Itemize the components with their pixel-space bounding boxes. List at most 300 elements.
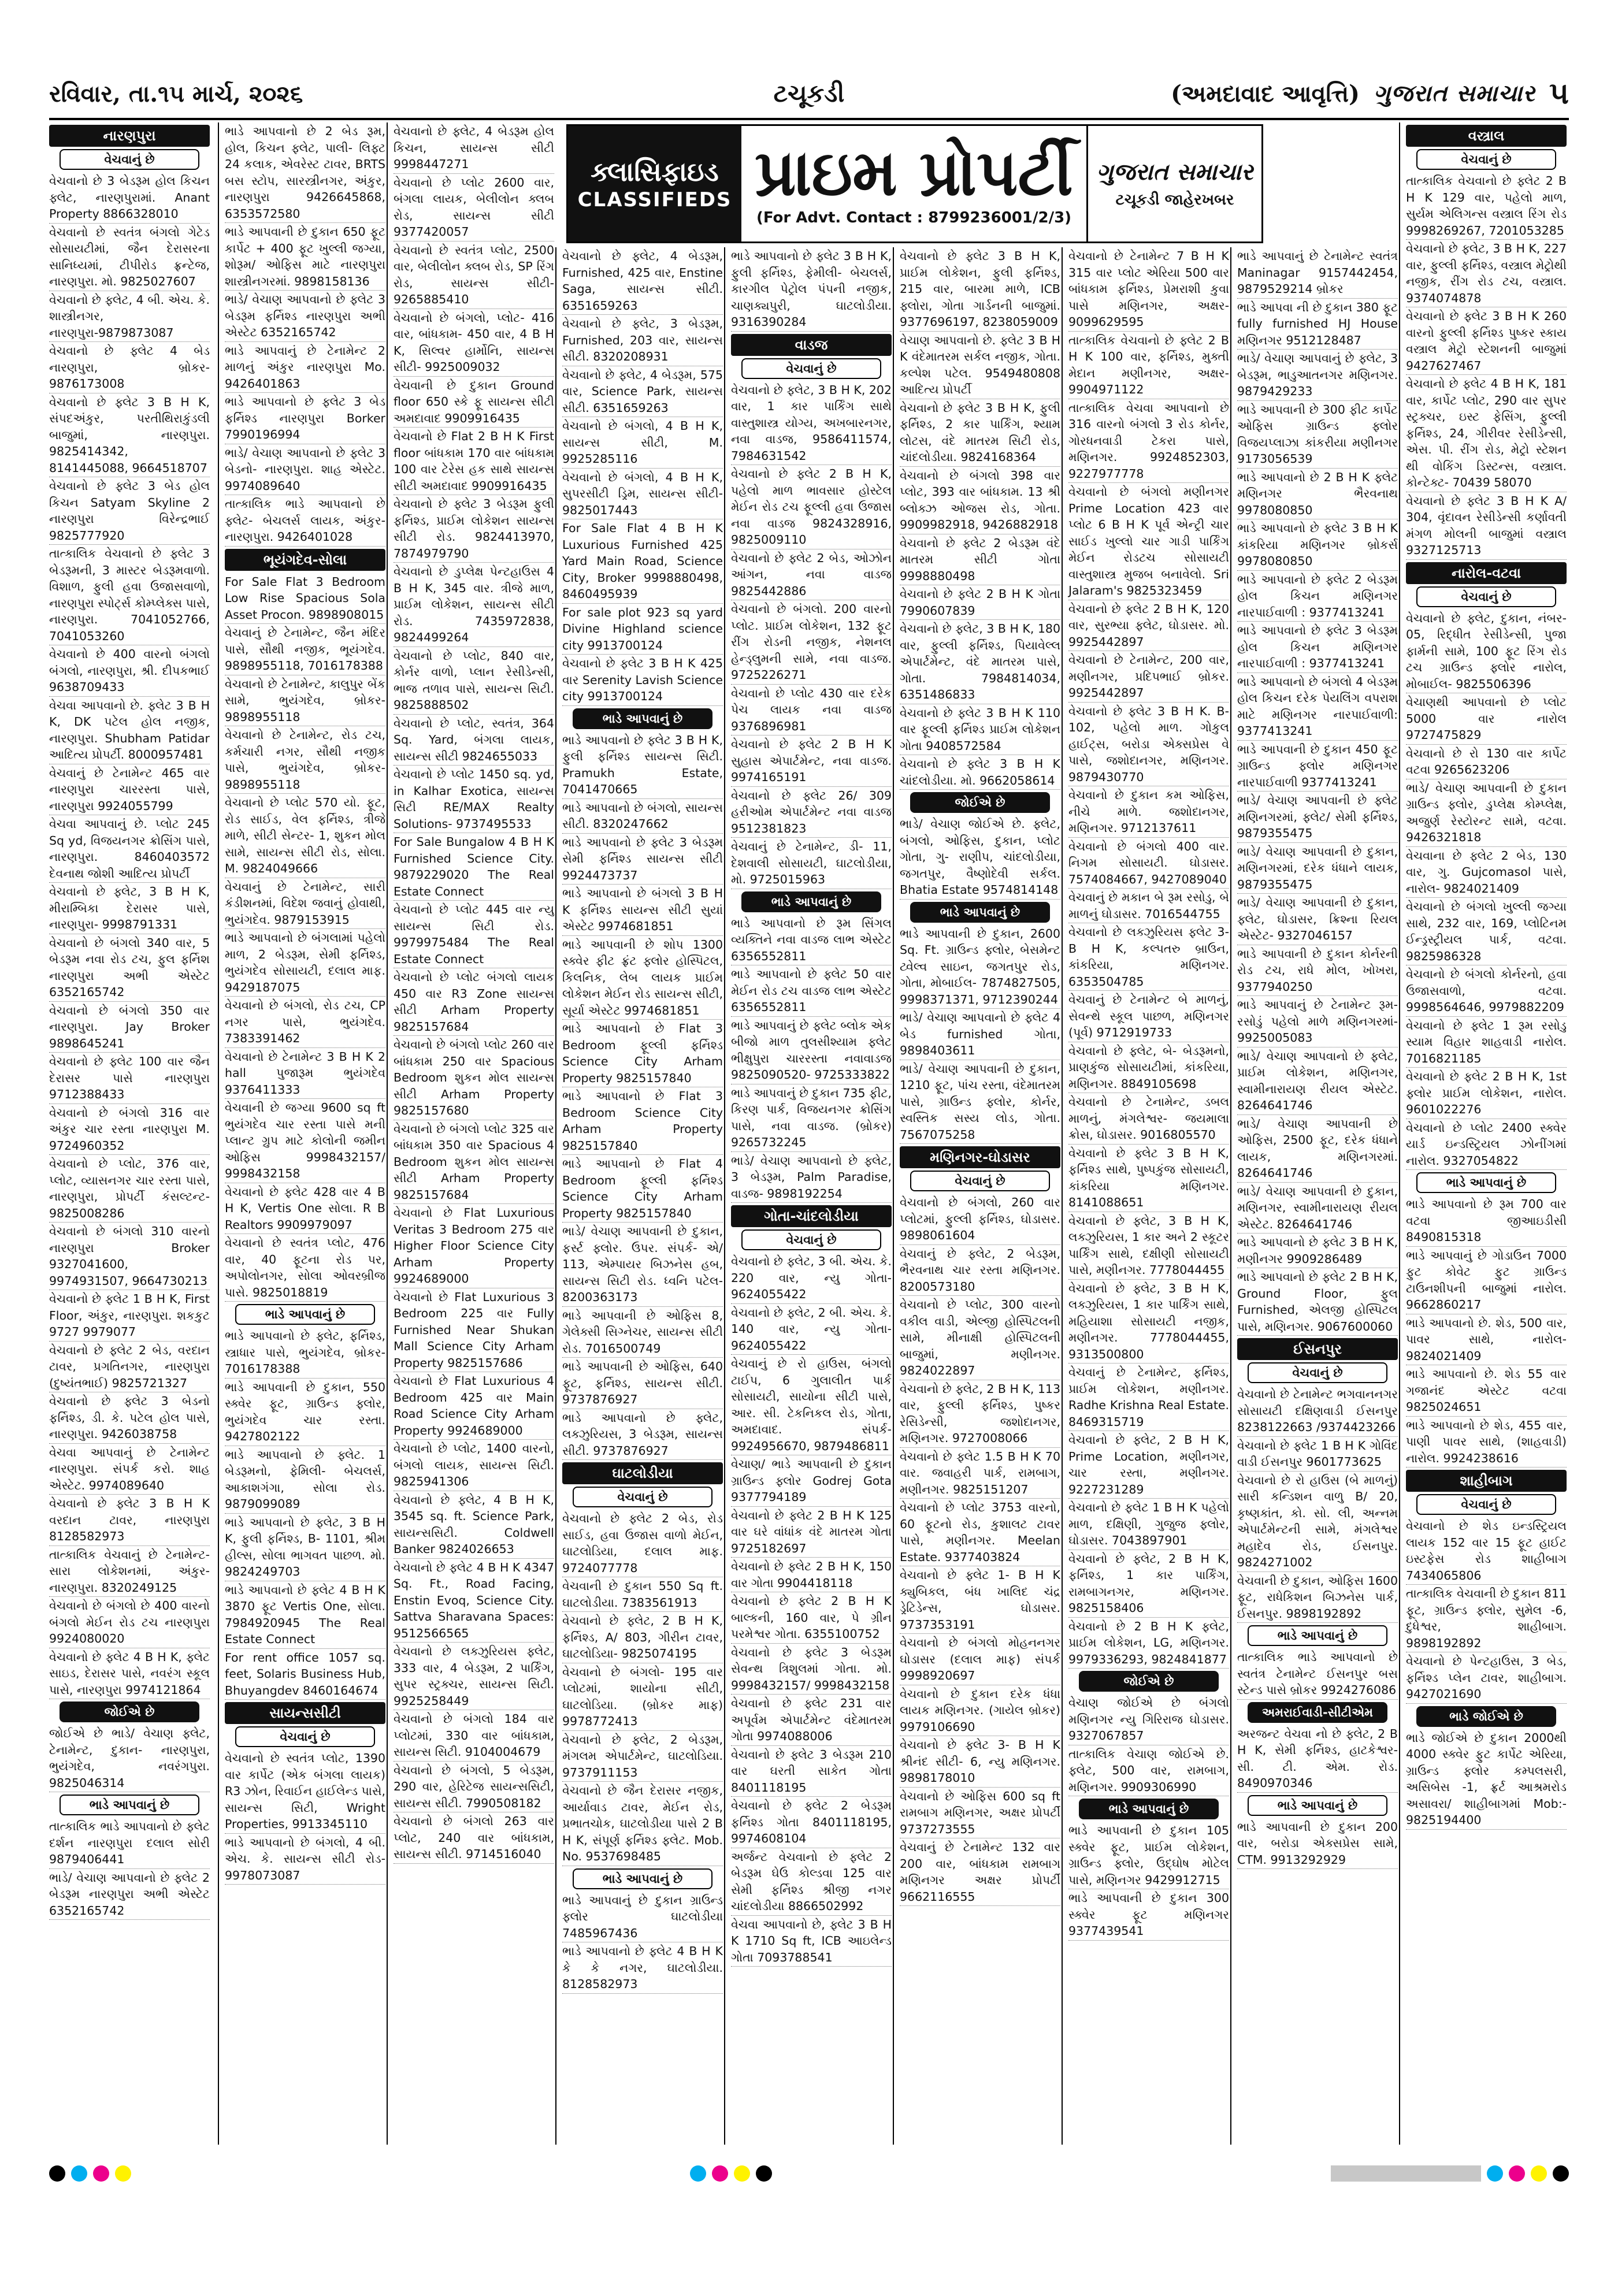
classified-ad: ભાડે/ વેચાણ આપવાની છે ઓફિસ, 2500 ફૂટ, દરેક ધંધાને લાયક, મણિનગરમાં. 8264641746 <box>1237 1115 1398 1183</box>
banner-subtitle: ટચૂકડી જાહેરખબર <box>1115 191 1234 209</box>
classified-ad: ભાડે આપવાનો છે ફ્લેટ, લક્ઝુરિયસ, 3 બેડરૂમ, સાયન્સ સીટી. 9737876927 <box>562 1409 723 1461</box>
classified-ad: વેચવાનો છે ફ્લેટ 4 B H K, ફ્લેટ સાઇડ, દેરાસર પાસે, નવરંગ સ્કૂલ પાસે, નારણપુરા 9974121864 <box>49 1648 210 1700</box>
classified-ad: વેચવાનો છે બંગલો છે 400 વારનો બંગલો મેઈન રોડ ટચ નારણપુરા 9924080020 <box>49 1597 210 1648</box>
classified-ad: વેચવાનો છે ફ્લેટ 3 B H K ચાંદલોડીયા. મો. 9662058614 <box>900 755 1060 790</box>
classified-ad: વેચવાનો છે ફ્લેટ 2 B H K બાલ્કની, 160 વાર, પે ગ્રીન પરમેશ્વર ગોતા. 6355100752 <box>731 1592 892 1644</box>
classified-ad: ભાડે આપવાનો છે બંગલો, સાયન્સ સીટી. 8320247662 <box>562 799 723 834</box>
classified-ad: ભાડે/ વેચાણ આપવાની છે ફ્લેટ મણિનગરમાં, ફ્લેટ/ સેમી ફર્નિશ્ડ, 9879355475 <box>1237 792 1398 843</box>
classified-ad: ભાડે/ વેચાણ આપવાની છે દુકાન, ફ્લેટ, ઘોડાસર, ક્રિશ્ના રિયલ એસ્ટેટ- 9327046157 <box>1237 894 1398 945</box>
classified-ad: વેચવાનો છે બંગલો પ્લોટ 260 વાર બાંધકામ 250 વાર Spacious Bedroom શુકન મોલ સાયન્સ સીટી Arham Property 9825157680 <box>394 1036 554 1120</box>
locality-heading: ગોતા-ચાંદલોડીયા <box>731 1205 892 1227</box>
classified-ad: ભાડે આપવાનું છે ફ્લેટ બ્લોક એક બીજો માળ તુલસીશ્યામ ફ્લેટ ભીક્ષુપુરા ચારરસ્તા નવાવાડજ 9825090520- 9725333822 <box>731 1017 892 1084</box>
classified-column-9 <box>1399 122 1567 2145</box>
classified-ad: વેચવાનો છે ફ્લેટ, 2 બી. એચ. કે. 140 વાર, ન્યુ ગોતા- 9624055422 <box>731 1304 892 1355</box>
classified-ad: વેચવાનો છે ફ્લેટ 3 B H K 110 વાર ફૂલ્લી ફર્નિશ્ડ પ્રાઈમ લોકેશન ગોતા 9408572584 <box>900 704 1060 756</box>
classified-ad: વેચવાનો છે ફ્લેટ, 3 બેડરૂમ, Furnished, 203 વાર, સાયન્સ સીટી. 8320208931 <box>562 315 723 366</box>
classified-ad: વેચવાનું છે ટેનામેન્ટ, જૈન મંદિર પાસે, સૌથી નજીક, ભૂયંગદેવ. 9898955118, 7016178388 <box>225 624 385 675</box>
classified-ad: વેચવાનો છે પ્લોટ 570 યો. ફૂટ, રોડ સાઈડ, વેલ ફર્નિશ્ડ, ત્રીજે માળે, સીટી સેન્ટર- 1, શુકન મોલ સામે, સાયન્સ સીટી રોડ, સોલા. M. 9824049666 <box>225 794 385 878</box>
classified-ad: વેચવાનો છે બંગલો, રોડ ટચ, CP નગર પાસે, ભુયંગદેવ. 7383391462 <box>225 997 385 1048</box>
classified-ad: વેચવાનો છે બંગલો કોર્નરનો, હવા ઉજાસવાળો, વટવા. 9998564646, 9979882209 <box>1406 965 1567 1017</box>
edition-label: (અમદાવાદ આવૃત્તિ) <box>1171 80 1360 107</box>
category-heading: વેચવાનું છે <box>235 1726 375 1747</box>
classified-ad: વેચવાનો છે પ્લોટ, 376 વાર, પ્લોટ, વ્યાસનગર ચાર રસ્તા પાસે, નારણપુરા, પ્રોપર્ટી કંસલ્ટન્ટ- 9825008286 <box>49 1155 210 1223</box>
banner-brand <box>1086 126 1261 242</box>
classified-ad: વેચવાનો છે ફ્લેટ 2 બેડરૂમ વંદે માતરમ સીટી ગોતા 9998880498 <box>900 534 1060 586</box>
classified-ad: વેચવાનું છે ટેનામેન્ટ 465 વાર નારણપુરા ચારરસ્તા પાસે, નારણપુરા 9924055799 <box>49 764 210 816</box>
classified-ad: વેચવાનો છે ફ્લેટ 26/ 309 હરીઓમ એપાર્ટમેન્ટ નવા વાડજ 9512381823 <box>731 787 892 838</box>
classified-ad: વેચવાનો છે ફ્લેટ 3 B H K, સંપદઅંકુર, પરતીથિરાકુંડલી બાજુમાં, નારણપુરા. 9825414342, 8141445088, 9664518707 <box>49 393 210 478</box>
category-heading: વેચવાનું છે <box>573 1487 712 1507</box>
classified-ad: વેચવાનું છે ટેનામેન્ટ, ફર્નિશ્ડ, પ્રાઈમ લોકેશન, મણીનગર. Radhe Krishna Real Estate. 8469315719 <box>1068 1364 1229 1431</box>
category-heading: વેચવાનું છે <box>60 149 199 170</box>
masthead-right <box>1171 76 1569 112</box>
page-number: ૫ <box>1549 76 1569 111</box>
locality-heading: સાયન્સસીટી <box>225 1702 385 1724</box>
classified-ad: વેચવાનો છે ફ્લેટ 1 B H K પહેલો માળ, દક્ષિણી, ગુજુજ ફ્લોર, ઘોડાસર. 7043897901 <box>1068 1499 1229 1550</box>
classified-ad: ભાડે આપવાનો છે ફ્લેટ, 3 B H K, ફુલી ફર્નિશ્ડ, B- 1101, શ્રીમ હીલ્સ, સોલા ભાગવત પાછળ. મો. 9824249703 <box>225 1514 385 1581</box>
classified-ad: ભાડે આપવાની છે દુકાન, 550 સ્ક્વેર ફૂટ, ગ્રાઉન્ડ ફ્લોર, ભુયંગદેવ ચાર રસ્તા. 9427802122 <box>225 1379 385 1446</box>
registration-dot <box>1553 2165 1569 2182</box>
classified-ad: વેચવાનો છે બંગલો 340 વાર, 5 બેડરૂમ નવા રોડ ટચ, ફુલ ફર્નિશ નારણપુરા અભી એસ્ટેટ 6352165742 <box>49 934 210 1002</box>
classified-ad: વેચવાનો છે 3 બેડરૂમ હોલ કિચન ફ્લેટ, નારણપુરામાં. Anant Property 8866328010 <box>49 172 210 224</box>
banner-title: પ્રાઇમ પ્રોપર્ટી <box>755 135 1073 210</box>
classified-ad: ભાડે આપવાનો છે ફ્લેટ 4 B H K 3870 ફૂટ Vertis One, સોલા. 7984920945 The Real Estate Connect <box>225 1581 385 1649</box>
classified-ad: વેચવાનો છે ફ્લેટ, 2 B H K, 113 વાર, ફુલ્લી ફર્નિશ્ડ, પુષ્કર રેસિડેન્સી, જશોદાનગર, મણિનગર. 9727008066 <box>900 1380 1060 1448</box>
classified-ad: વેચવાનો છે બંગલો મોહનનગર ઘોડાસર (દલાલ માફ) સંપર્ક 9998920697 <box>900 1634 1060 1685</box>
registration-bar <box>1331 2165 1481 2182</box>
classified-ad: વેચવાનો છે ડુપ્લેક્ષ પેન્ટહાઉસ 4 B H K, 345 વાર. ત્રીજે માળ, પ્રાઈમ લોકેશન, સાયન્સ સીટી રોડ. 7435972838, 9824499264 <box>394 563 554 647</box>
classified-ad: અર્જન્ટ વેચવાનો છે ફ્લેટ 2 બેડરૂમ ઘેઉ કોલ્ડવા 125 વાર સેમી ફર્નિશ્ડ શ્રીજી નગર ચાંદલોડીયા 8866502992 <box>731 1848 892 1916</box>
classified-ad: વેચવાનો છે ફ્લેટ 3 બેડ હોલ કિચન Satyam Skyline 2 નારણપુરા વિરેન્દ્રભાઈ 9825777920 <box>49 477 210 545</box>
registration-dot <box>1531 2165 1547 2182</box>
locality-heading: મણિનગર-ઘોડાસર <box>900 1146 1060 1168</box>
classified-ad: વેચવાનો છે ફ્લેટ 2 B H K, 150 વાર ગોતા 9904418118 <box>731 1558 892 1592</box>
classified-ad: વેચવાનો છે ફ્લેટ 3 B H K, પ્રાઈમ લોકેશન, ફુલી ફર્નિશ્ડ, 215 વાર, બારમા માળે, ICB ફ્લોરા, ગોતા ગાર્ડનની બાજુમાં. 9377696197, 8238059009 <box>900 247 1060 332</box>
banner-contact: (For Advt. Contact : 8799236001/2/3) <box>756 209 1072 226</box>
registration-dots-center <box>690 2165 772 2182</box>
classified-ad: ભાડે આપવાની છે દુકાન 650 ફૂટ કાર્પેટ + 400 ફૂટ ખુલ્લી જગ્યા, શોરૂમ/ ઓફિસ માટે નારણપુરા શાસ્ત્રીનગરમાં. 9898158136 <box>225 223 385 291</box>
classified-ad: ભાડે આપવાનો છે ફ્લેટ 3 બેડરૂમ સેમી ફર્નિશ્ડ સાયન્સ સીટી 9924473737 <box>562 834 723 885</box>
classified-ad: ભાડે આપવાની છે દુકાન, 2600 Sq. Ft. ગ્રાઉન્ડ ફ્લોર, બેસમેન્ટ ટ્વેલ્વ સાઇન, જગતપુર રોડ, ગોતા, મોબાઈલ- 7874827505, 9998371371, 9712390244 <box>900 925 1060 1009</box>
classified-ad: વેચવાનો છે પ્લોટ, 840 વાર, કોર્નર વાળો, પ્લાન રેસીડેન્સી, ભાજ તળાવ પાસે, સાયન્સ સિટી. 9825888502 <box>394 647 554 715</box>
classified-ad: વેચવાનો છે ફ્લેટ 2 B H K સુહાસ એપાર્ટમેન્ટ, નવા વાડજ. 9974165191 <box>731 735 892 787</box>
classified-ad: વેચવાનો છે બંગલો, પ્લોટ- 416 વાર, બાંધકામ- 450 વાર, 4 B H K, સિલ્વર હાર્મોનિ, સાયન્સ સીટી- 9925009032 <box>394 309 554 377</box>
category-heading: અમરાઈવાડી-સીટીએમ <box>1248 1702 1387 1723</box>
classified-ad: વેચાણથી આપવાનો છે પ્લોટ 5000 વાર નારોલ 9727475829 <box>1406 693 1567 745</box>
registration-dot <box>93 2165 109 2182</box>
registration-dot <box>734 2165 750 2182</box>
locality-heading: વસ્ત્રાલ <box>1406 125 1567 147</box>
classified-ad: ભાડે/ વેચાણ આપવાનું છે ફ્લેટ, 3 બેડરૂમ, ભાડુઆતનગર મણિનગર. 9879429233 <box>1237 350 1398 401</box>
classified-ad: વેચવાનો છે ફ્લેટ, 3 B H K, 180 વાર, ફુલ્લી ફર્નિશ્ડ, પિયાવેલ્લ એપાર્ટમેન્ટ, વંદે માતરમ પાસે, ગોતા. 7984814034, 6351486833 <box>900 620 1060 704</box>
classified-column-2 <box>218 122 385 2145</box>
classified-ad: વેચવા આપવાનો છે. ફ્લેટ 3 B H K, DK પટેલ હોલ નજીક, નારણપુરા. Shubham Patidar આદિત્ય પ્રોપર્ટી. 8000957481 <box>49 697 210 764</box>
classified-ad: વેચવાનો છે ઓફિસ 600 sq ft રામબાગ મણિનગર, અક્ષર પ્રોપર્ટી 9737273555 <box>900 1788 1060 1839</box>
classified-ad: ભાડે/ વેચાણ આપવાનો છે ફ્લેટ, 3 બેડરૂમ, Palm Paradise, વાડજ- 9898192254 <box>731 1152 892 1203</box>
classified-ad: વેચવાનો છે પ્લોટ 1450 sq. yd, in Kalhar Exotica, સાયન્સ સિટી RE/MAX Realty Solutions- 9737495533 <box>394 766 554 833</box>
page-header <box>49 69 1569 120</box>
registration-dot <box>71 2165 87 2182</box>
classified-ad: વેચવાનો છે ફ્લેટ 1 B H K, First Floor, અંકુર, નારણપુરા. શકકુટ 9727 9979077 <box>49 1290 210 1342</box>
classified-ad: ભાડે આપવાનો છે ફ્લેટ 3 B H K, ફુલી ફર્નિશ્ડ, ફેમીલી- બેચલર્સ, કારગીલ પેટ્રોલ પંપની નજીક, ચાણક્યપુરી, ઘાટલોડીયા. 9316390284 <box>731 247 892 332</box>
classified-ad: વેચવાનો છે ફ્લેટ 4 B H K 4347 Sq. Ft., Road Facing, Enstin Evoq, Science City. Sattva Sharavana Spaces: 9512566565 <box>394 1559 554 1643</box>
classified-ad: તાત્કાલિક વેચવાનો છે ફ્લેટ 2 B H K 100 વાર, ફર્નિશ્ડ, મુક્તી મેદાન મણીનગર, અક્ષર- 9904971122 <box>1068 332 1229 399</box>
classified-ad: ભાડે આપવાનો છે બંગલો 3 B H K ફર્નિશ્ડ સાયન્સ સીટી સુયાં એસ્ટેટ 9974681851 <box>562 885 723 936</box>
classified-ad: વેચવાનો છે ફ્લેટ, 2 B H K, Prime Location, મણીનગર, ચાર રસ્તા, મણીનગર. 9227231289 <box>1068 1431 1229 1499</box>
classified-ad: વેચવાનો છે દુકાન કમ ઓફિસ, નીચે માળે. જશોદાનગર, મણિનગર. 9712137611 <box>1068 786 1229 838</box>
classified-ad: ભાડે આપવાની છે દુકાન 200 વાર, બરોડા એક્સપ્રેસ સામે, CTM. 9913292929 <box>1237 1818 1398 1870</box>
classified-ad: ભાડે આપવાનો છે. શેડ 55 વાર ગજાનંદ એસ્ટેટ વટવા 9825024651 <box>1406 1365 1567 1417</box>
classified-ad: વેચવાનો છે ફ્લેટ 2 બેડ, રોડ સાઈડ, હવા ઉજાસ વાળો મેઈન, ઘાટલોડિયા, દલાલ માફ. 9724077778 <box>562 1510 723 1577</box>
classified-ad: ભાડે આપવાનો છે Flat 3 Bedroom ફૂલ્લી ફર્નિશ્ડ Science City Arham Property 9825157840 <box>562 1020 723 1087</box>
classified-ad: વેચવાનો છે ફ્લેટ 3 બેડનો ફર્નિશ્ડ, ડી. કે. પટેલ હોલ પાસે, નારણપુરા. 9426038758 <box>49 1392 210 1444</box>
classified-ad: વેચવાના છે ફ્લેટ 2 બેડ, 130 વાર, ગુ. Gujcomasol પાસે, નારોલ- 9824021409 <box>1406 847 1567 898</box>
classified-ad: વેચવાનો છે ફ્લેટ 3- B H K શ્રીનંદ સીટી- 6, ન્યુ મણિનગર. 9898178010 <box>900 1736 1060 1788</box>
classified-ad: ભાડે આપવાનો છે ફ્લેટ, ફર્નિશ્ડ, સ્ત્રાધાર પાસે, ભુયંગદેવ, બ્રોકર- 7016178388 <box>225 1327 385 1379</box>
classified-ad: ભાડે આપવાનું છે ટેનામેન્ટ રૂમ- રસોડું પહેલો માળે મણિનગરમાં- 9925005083 <box>1237 996 1398 1047</box>
locality-heading: ઈસનપુર <box>1237 1338 1398 1360</box>
classified-ad: વેચવાનો છે ફ્લેટ, 2 B H K, ફર્નિશ્ડ, 1 કાર પાર્કિંગ, રામબાગનગર, મણિનગર. 9825158406 <box>1068 1550 1229 1618</box>
classified-ad: વેચવાનો છે ટેનામેન્ટ, 200 વાર, મણીનગર, પ્રદિપભાઈ બ્રોકર. 9925442897 <box>1068 651 1229 703</box>
classified-ad: For rent office 1057 sq. feet, Solaris Business Hub, Bhuyangdev 8460164674 <box>225 1649 385 1700</box>
classified-ad: વેચવાનો છે ફ્લેટ, 3 B H K, 202 વાર, 1 કાર પાર્કિંગ સાથે વાસ્તુશાસ્ત્ર યોગ્ય, અખબારનગર, નવા વાડજ, 9586411574, 7984631542 <box>731 381 892 466</box>
classified-ad: વેચવાનો છે બંગલો પ્લોટ 325 વાર બાંધકામ 350 વાર Spacious 4 Bedroom શુકન મોલ સાયન્સ સીટી Arham Property 9825157684 <box>394 1120 554 1205</box>
classified-ad: વેચવાનો છે 400 વારનો બંગલો બંગલો, નારણપુરા, શ્રી. દીપકભાઈ 9638709433 <box>49 645 210 697</box>
classified-ad: વેચવાનો છે ટેનામેન્ટ, કાલુપુર બેંક સામે, ભુયંગદેવ, બ્રોકર- 9898955118 <box>225 675 385 727</box>
category-heading: ભાડે આપવાનું છે <box>1079 1799 1219 1819</box>
classified-ad: વેચવાનું છે રો હાઉસ, બંગલો ટાઈપ, 6 ગુલાલીત પાર્ક સોસાયટી, સાયોના સીટી પાસે, આર. સી. ટેકનિકલ રોડ, ગોતા, અમદાવાદ. સંપર્ક- 9924956670, 9879486811 <box>731 1355 892 1455</box>
classified-ad: ભાડે/ વેચાણ આપવાનો છે ફ્લેટ 3 બેડનો- નારણપુરા. શાહ એસ્ટેટ. 9974089640 <box>225 444 385 496</box>
classified-ad: વેચવાનો છે પ્લોટ 2400 સ્ક્વેર યાર્ડ ઇન્ડસ્ટ્રિયલ ઝોનીંગમાં નારોલ. 9327054822 <box>1406 1119 1567 1171</box>
brand-name: ગુજરાત સમાચાર <box>1373 80 1535 107</box>
classified-ad: વેચવાનો છે ટેનામેન્ટ 3 B H K 2 hall પુજારૂમ ભુયંગદેવ 9376411333 <box>225 1048 385 1099</box>
classified-ad: વેચવાનો છે ફ્લેટ, 3 B H K, 227 વાર, ફુલ્લી ફર્નિશ્ડ, વસ્ત્રાલ મેટ્રોથી નજીક, રીંગ રોડ ટચ, વસ્ત્રાલ. 9374074878 <box>1406 240 1567 307</box>
classified-ad: વેચવાનો છે ફ્લેટ 1- B H K ક્યુબિકલ, બંધ ખાલિદ ચંદ્ર ડ્રેટિડેન્સ, ઘોડાસર. 9737353191 <box>900 1566 1060 1634</box>
classified-ad: ભાડે આપવાની છે ઓફિસ, 640 ફૂટ, ફર્નિશ્ડ, સાયન્સ સીટી. 9737876927 <box>562 1358 723 1409</box>
classifieds-badge <box>568 126 741 242</box>
banner-brand-name: ગુજરાત સમાચાર <box>1096 158 1253 185</box>
classified-ad: વેચવાનો છે બંગલો ખુલ્લી જગ્યા સાથે, 232 વાર, 169, પ્લોટિનમ ઈન્ડ્રસ્ટ્રીયલ પાર્ક, વટવા. 9825986328 <box>1406 898 1567 965</box>
category-heading: ભાડે આપવાનું છે <box>60 1795 199 1815</box>
classified-ad: ભાડે આપવાનો છે બંગલો, 4 બી. એચ. કે. સાયન્સ સીટી રોડ- 9978073087 <box>225 1834 385 1885</box>
classified-ad: વેચવાનો છે ટેનામેન્ટ, ડબલ માળનું, મંગલેશ્વર- જયમાલા ક્રોસ, ઘોડાસર. 9016805570 <box>1068 1093 1229 1145</box>
classified-ad: વેચવાનો છે Flat 2 B H K First floor બાંધકામ 170 વાર બાંધકામ 100 વાર ટેરેસ હક સાથે સાયન્સ સીટી અમદાવાદ 9909916435 <box>394 428 554 495</box>
classified-ad: ભાડે આપવાનું છે ટેનામેન્ટ સ્વતંત્ર Maninagar 9157442454, 9879529214 બ્રોકર <box>1237 247 1398 299</box>
classified-ad: ભાડે આપવાની છે ઓફિસ 8, ગેલેક્સી સિગ્નેચર, સાયન્સ સીટી રોડ. 7016500749 <box>562 1307 723 1358</box>
category-heading: ભાડે આપવાનું છે <box>235 1304 375 1325</box>
classified-ad: વેચવા આપવાનું છે ટેનામેન્ટ નારણપુરા. સંપર્ક કરો. શાહ એસ્ટેટ. 9974089640 <box>49 1444 210 1495</box>
classified-ad: ભાડે/ વેચાણ જોઈએ છે. ફ્લેટ, બંગલો, ઓફિસ, દુકાન, પ્લોટ ગોતા, ગુ- રાણીપ, ચાંદલોડીયા, જગતપુર, વૈષ્ણોદેવી સર્કલ. Bhatia Estate 9574814148 <box>900 815 1060 900</box>
classified-ad: ભાડે આપવાની છે શોપ 1300 સ્ક્વેર ફીટ ફ્રંટ ફ્લોર હોસ્પિટલ, કિલનિક, લેબ લાયક પ્રાઈમ લોકેશન મેઈન રોડ સાયન્સ સીટી, સૂર્યા એસ્ટેટ 9974681851 <box>562 936 723 1020</box>
classified-ad: વેચવાનો છે પ્લોટ 445 વાર ન્યુ સાયન્સ સિટી રોડ. 9979975484 The Real Estate Connect <box>394 901 554 968</box>
category-heading: ભાડે આપવાનું છે <box>741 891 881 912</box>
prime-property-banner <box>566 124 1263 243</box>
classified-ad: વેચવાની છે જગ્યા 9600 sq ft ભુયંગદેવ ચાર રસ્તા પાસે મની પ્લાન્ટ ગ્રુપ માટે કોલોની જમીન ઓફિસ 9998432157/ 9998432158 <box>225 1099 385 1183</box>
classified-ad: ભાડે આપવાની છે 300 ફીટ કાર્પેટ ઓફિસ ગ્રાઉન્ડ ફ્લોર વિજયપ્લાઝા કાંકરીયા મણીનગર 9173056539 <box>1237 401 1398 469</box>
classified-ad: વેચવાનો છે ફ્લેટ 3 B H K, ફુલી ફર્નિશ્ડ, 2 કાર પાર્કિંગ, શ્યામ લોટસ, વંદે માતરમ સિટી રોડ, ચાંદલોડીયા. 9824168364 <box>900 399 1060 467</box>
classified-ad: તાત્કાલિક વેચવાનો છે ફ્લેટ 2 B H K 129 વાર, પહેલો માળ, સુર્યમ એલિગન્સ વસ્ત્રાલ રિંગ રોડ 9998269267, 7201053285 <box>1406 172 1567 240</box>
classified-ad: ભાડે આપવાની છે દુકાન કોર્નરની રોડ ટચ, રાધે મોલ, ખોખરા, 9377940250 <box>1237 945 1398 997</box>
classified-ad: ભાડે આપવાનો છે ફ્લેટ 4 B H K કે કે નગર, ઘાટલોડીયા. 8128582973 <box>562 1942 723 1994</box>
classified-ad: વેચવાનો છે ફ્લેટ, 2 બેડરૂમ, મંગલમ એપાર્ટમેન્ટ, ઘાટલોડિયા. 9737911153 <box>562 1731 723 1782</box>
category-heading: વેચવાનું છે <box>910 1171 1050 1191</box>
classified-ad: ભાડે આપવાનું છે દુકાન ગ્રાઉન્ડ ફ્લોર ઘાટલોડીયા 7485967436 <box>562 1892 723 1943</box>
locality-heading: નારોલ-વટવા <box>1406 562 1567 584</box>
classified-ad: વેચવાનો છે ટેનામેન્ટ 7 B H K 315 વાર પ્લોટ એરિયા 500 વાર બાંધકામ ફર્નિશ્ડ, પ્રેમરાશી કુવા પાસે મણિનગર, અક્ષર- 9099629595 <box>1068 247 1229 332</box>
classified-ad: ભાડે આપવાનો છે ફ્લેટ 2 બેડરૂમ હોલ કિચન મણિનગર નારપાઈવાળી : 9377413241 <box>1237 571 1398 622</box>
classified-ad: વેચવાનો છે સ્વતંત્ર પ્લોટ, 476 વાર, 40 ફૂટના રોડ પર, અપોલોનગર, સોલા ઓવરબ્રીજ પાસે. 9825018819 <box>225 1234 385 1302</box>
classified-ad: જોઈએ છે ભાડે/ વેચાણ ફ્લેટ, ટેનામેન્ટ, દુકાન- નારણપુરા, ભુયંગદેવ, નવરંગપુરા. 9825046314 <box>49 1725 210 1792</box>
classified-ad: ભાડે આપવાનો છે ફ્લેટ 2 B H K, Ground Floor, ફુલ Furnished, એલજી હોસ્પિટલ પાસે, મણિનગર. 9067600060 <box>1237 1268 1398 1336</box>
classified-ad: વેચવાનો છે ફ્લેટ 4 B H K, 181 વાર, કાર્પેટ પ્લોટ, 290 વાર સુપર સ્ટ્રક્ચર, ઇસ્ટ ફેસિંગ, ફુલ્લી ફર્નિશ્ડ, 24, ગીરીવર રેસીડેન્સી, એસ. પી. રીંગ રોડ, મેટ્રો સ્ટેશન થી વોકિંગ ડિસ્ટન્સ, વસ્ત્રાલ. કોન્ટેક્ટ- 70439 58070 <box>1406 375 1567 492</box>
classified-ad: ભાડે/ વેચાણ આપવાની છે દુકાન, મણિનગરમાં, દરેક ધંધાને લાયક, 9879355475 <box>1237 843 1398 894</box>
classified-ad: વેચવાનો છે ફ્લેટ 231 વાર અપૂર્વમ એપાર્ટમેન્ટ વંદેમાતરમ ગોતા 9974088006 <box>731 1695 892 1746</box>
classified-ad: વેચવાનું છે ફ્લેટ, 2 બેડરૂમ, ભૈરવનાથ ચાર રસ્તા મણિનગર. 8200573180 <box>900 1245 1060 1296</box>
classified-ad: વેચવાનો છે બંગલો. 200 વારનો પ્લોટ. પ્રાઈમ લોકેશન, 132 ફૂટ રીંગ રોડની નજીક, નેશનલ હેન્ડ્લુમની સામે, નવા વાડજ. 9725226271 <box>731 600 892 685</box>
classified-ad: વેચવાનો છે ફ્લેટ 3 B H K, ફર્નિશ્ડ સાથે, પુષ્પકુંજ સોસાયટી, કાંકરિયા મણિનગર. 8141088651 <box>1068 1145 1229 1212</box>
classified-ad: ભાડે આપવાનો છે. શેડ, 500 વાર, પાવર સાથે, નારોલ- 9824021409 <box>1406 1314 1567 1366</box>
category-heading: વેચવાનું છે <box>1248 1362 1387 1383</box>
classified-ad: વેચવાનો છે સ્વતંત્ર બંગલો ગેટેડ સોસાયટીમાં, જૈન દેરાસરના સાનિધ્યમાં, ટીપીરોડ ફ્રન્ટેજ, નારણપુરા. મો. 9825027607 <box>49 224 210 291</box>
classified-ad: વેચવાનો છે ફ્લેટ 2 બેડ, વરદાન ટાવર, પ્રગતિનગર, નારણપુરા (દુષ્યંતભાઈ) 9825721327 <box>49 1342 210 1393</box>
classified-ad: ભાડે આપવાનો છે 2 બેડ રૂમ, હોલ, કિચન ફ્લેટ, પાલી- લિફ્ટ 24 કલાક, એવરેસ્ટ ટાવર, BRTS બસ સ્ટોપ, સારસ્ત્રીનગર, અંકુર, નારણપુરા 9426645868, 6353572580 <box>225 122 385 223</box>
classified-ad: વેચવાનો છે બંગલો 316 વાર અંકુર ચાર રસ્તા નારણપુરા M. 9724960352 <box>49 1104 210 1156</box>
classified-ad: વેચવાનો છે બંગલો, 260 વાર પ્લોટમાં, ફુલ્લી ફર્નિશ્ડ, ઘોડાસર. 9898061604 <box>900 1194 1060 1245</box>
category-heading: જોઈએ છે <box>1079 1671 1219 1692</box>
classified-ad: વેચવાની છે દુકાન, ઓફિસ 1600 ફૂટ, રાધેકિશન બિઝનેસ પાર્ક, ઈસનપુર. 9898192892 <box>1237 1572 1398 1623</box>
classified-ad: વેચવા આપવાનું છે. પ્લોટ 245 Sq yd, વિજયનગર ક્રોસિંગ પાસે, નારણપુરા. 8460403572 દેવનાથ જોશી આદિત્ય પ્રોપર્ટી <box>49 815 210 883</box>
registration-dots-left <box>49 2165 131 2182</box>
classified-ad: વેચવાનો છે પ્લોટ, સ્વતંત્ર, 364 Sq. Yard, બંગલા લાયક, સાયન્સ સીટી 9824655033 <box>394 715 554 766</box>
classified-ad: વેચવાનો છે સ્વતંત્ર પ્લોટ, 1390 વાર કાર્પેટ (એક બંગલા લાયક) R3 ઝોન, રિવાઈન હાઈલેન્ડ પાસે, સાયન્સ સિટી, Wright Properties, 9913345110 <box>225 1749 385 1834</box>
classified-ad: વેચવાનો છે ફ્લેટ 1 રૂમ રસોડુ સ્યામ વિહાર શાહવાડી નારોલ. 7016821185 <box>1406 1017 1567 1068</box>
registration-dot <box>1487 2165 1503 2182</box>
classified-ad: તાત્કાલિક ભાડે આપવાનો છે સ્વતંત્ર ટેનામેન્ટ ઈસનપુર બસ સ્ટેન્ડ પાસે બ્રોકર 9924276086 <box>1237 1648 1398 1700</box>
classified-column-6 <box>893 247 1060 2145</box>
classified-ad: ભાડે/ વેચાણ આપવાની છે દુકાન, મણિનગર, સ્વામીનારાયણ રીયલ એસ્ટેટ. 8264641746 <box>1237 1183 1398 1234</box>
classified-ad: ભાડે આપવાનો છે ફ્લેટ 3 B H K, મણીનગર 9909286489 <box>1237 1234 1398 1268</box>
classified-ad: વેચવાનો છે બંગલો 263 વાર પ્લોટ, 240 વાર બાંધકામ, સાયન્સ સીટી. 9714516040 <box>394 1812 554 1864</box>
classified-column-5 <box>724 247 892 2145</box>
classified-ad: વેચવાનો છે ફ્લેટ, 2 B H K, ફર્નિશ્ડ, A/ 803, ગીરીન ટાવર, ઘાટલોડિયા- 9825074195 <box>562 1612 723 1663</box>
classified-ad: વેચવાનો છે ફ્લેટ, 4 બેડરૂમ, Furnished, 425 વાર, Enstine Saga, સાયન્સ સીટી. 6351659263 <box>562 247 723 315</box>
classified-ad: ભાડે આપવા ની છે દુકાન 380 ફૂટ fully furnished HJ House મણિનગર 9512128487 <box>1237 299 1398 350</box>
registration-dot <box>49 2165 65 2182</box>
category-heading: વેચવાનું છે <box>741 358 881 379</box>
registration-dot <box>712 2165 728 2182</box>
classified-ad: For sale plot 923 sq yard Divine Highland science city 9913700124 <box>562 604 723 655</box>
classified-ad: વેચવાનો છે પ્લોટ બંગલો લાયક 450 વાર R3 Zone સાયન્સ સીટી Arham Property 9825157684 <box>394 968 554 1036</box>
classified-ad: વેચવાનો છે ફ્લેટ 3 B H K. B- 102, પહેલો માળ. ગોકુલ હાઈટ્સ, બરોડા એક્સપ્રેસ વે પાસે, જશોદાનગર, મણિનગર. 9879430770 <box>1068 703 1229 787</box>
classified-ad: વેચવાનો છે ફ્લેટ, 3 બી. એચ. કે. 220 વાર, ન્યુ ગોતા- 9624055422 <box>731 1253 892 1304</box>
classified-ad: તાત્કાલિક વેચવાની છે દુકાન 811 ફૂટ, ગ્રાઉન્ડ ફ્લોર, સુમેલ -6, દુધેશ્વર, શાહીબાગ. 9898192892 <box>1406 1585 1567 1652</box>
classified-ad: ભાડે આપવાનો છે ફ્લેટ 3 બેડરૂમ હોલ કિચન મણિનગર નારપાઈવાળી : 9377413241 <box>1237 622 1398 673</box>
classified-ad: વેચવાનો છે પ્લોટ, 1400 વારનો, બંગલો લાયક, સાયન્સ સિટી. 9825941306 <box>394 1440 554 1491</box>
classified-ad: ભાડે આપવાનું છે ગોડાઉન 7000 ફુટ કોવેટ ફુટ ગ્રાઉન્ડ ટાઉનશીપની બાજુમાં નારોલ. 9662860217 <box>1406 1247 1567 1314</box>
classified-ad: વેચવાનો છે ફ્લેટ 3 B H K વરદાન ટાવર, નારણપુરા 8128582973 <box>49 1495 210 1546</box>
classified-ad: ભાડે આપવાનું છે ટેનામેન્ટ 2 માળનું અંકુર નારણપુરા Mo. 9426401863 <box>225 342 385 393</box>
banner-main <box>741 126 1086 242</box>
classified-ad: વેચવાનો છે દુકાન દરેક ધંધા લાયક મણિનગર. (ગાયેલ બ્રોકર) 9979106690 <box>900 1685 1060 1737</box>
classified-ad: વેચાણ જોઈએ છે બંગલો મણિનગર ન્યુ ગિરિરાજ ઘોડાસર. 9327067857 <box>1068 1694 1229 1745</box>
issue-date: રવિવાર, તા.૧૫ માર્ચ, ૨૦૨૬ <box>49 80 303 107</box>
classified-ad: ભાડે/ વેચાણ આપવાનો છે ફ્લેટ 2 બેડરૂમ નારણપુરા અભી એસ્ટેટ 6352165742 <box>49 1869 210 1920</box>
classified-ad: વેચવાનો છે ફ્લેટ 2 બેડ, ઓઝોન આંગન, નવા વાડજ 9825442886 <box>731 549 892 601</box>
classified-column-1 <box>49 122 210 2145</box>
classified-ad: ભાડે આપવાનો છે 2 B H K ફ્લેટ મણિનગર ભૈરવનાથ 9978080850 <box>1237 469 1398 520</box>
category-heading: ભાડે આપવાનું છે <box>1248 1625 1387 1646</box>
classified-ad: વેચવાનો છે બંગલો 350 વાર નારણપુરા. Jay Broker 9898645241 <box>49 1002 210 1053</box>
registration-dot <box>115 2165 131 2182</box>
classified-ad: ભાડે/ વેચાણ આપવાનો છે ફ્લેટ 3 બેડરૂમ ફર્નિશ્ડ નારણપુરા અભી એસ્ટેટ 6352165742 <box>225 291 385 342</box>
classified-ad: વેચવાનો છે બંગલો, 5 બેડરૂમ, 290 વાર, હેરિટેજ સાયન્સસિટી, સાયન્સ સીટી. 7990508182 <box>394 1762 554 1813</box>
classifieds-english: CLASSIFIEDS <box>577 188 732 211</box>
classified-ad: વેચવાનો છે રો હાઉસ (બે માળનું) સારી કન્ડિશન વાળુ B/ 20, કૃષ્ણકાંત, કો. સો. લી, અન્નમ એપાર્ટમેન્ટની સામે, મંગલેશ્વર મહાદેવ રોડ, ઈસનપુર. 9824271002 <box>1237 1472 1398 1572</box>
classified-ad: ભાડે/ વેચાણ આપવાનો છે ફ્લેટ, પ્રાઈમ લોકેશન, મણિનગર, સ્વામીનારાયણ રીયલ એસ્ટેટ. 8264641746 <box>1237 1047 1398 1115</box>
registration-dot <box>1509 2165 1525 2182</box>
classified-ad: વેચાણ/ ભાડે આપવાની છે દુકાન ગ્રાઉન્ડ ફ્લોર Godrej Gota 9377794189 <box>731 1455 892 1507</box>
classified-ad: વેચવાનો છે પ્લોટ 3753 વારનો, 60 ફૂટનો રોડ, કુશાલટ ટાવર પાસે, મણીનગર. Meelan Estate. 9377403824 <box>900 1499 1060 1566</box>
classified-ad: ભાડે આપવાનો છે Flat 3 Bedroom Science City Arham Property 9825157840 <box>562 1087 723 1155</box>
category-heading: વેચવાનું છે <box>1416 149 1556 170</box>
classified-ad: વેચવાનો છે રો 130 વાર કાર્પેટ વટવા 9265623206 <box>1406 745 1567 779</box>
classified-ad: વેચવાનો છે ફ્લેટ 100 વાર જૈન દેરાસર પાસે નારણપુરા 9712388433 <box>49 1053 210 1104</box>
classified-ad: તાત્કાલિક વેચવાનું છે ટેનામેન્ટ- સારા લોકેશનમાં, અંકુર- નારણપુરા. 8320249125 <box>49 1546 210 1597</box>
classified-ad: વેચવાનો છે ફ્લેટ 3 બેડરૂમ ફુલી ફર્નિશ્ડ, પ્રાઈમ લોકેશન સાયન્સ સીટી રોડ. 9824413970, 7874979790 <box>394 495 554 563</box>
classified-ad: વેચવાનો છે જૈન દેરાસર નજીક, આર્યાવાડ ટાવર, મેઈન રોડ, પ્રભાતચોક, ઘાટલોડીયા પાસે 2 B H K, સંપૂર્ણ ફર્નિશ્ડ ફ્લેટ. Mob. No. 9537698485 <box>562 1782 723 1866</box>
category-heading: ભાડે આપવાનું છે <box>1248 1795 1387 1816</box>
classified-ad: તાત્કાલિક વેચવા આપવાનો છે 316 વારનો બંગલો 3 રોડ કોર્નર, ગોરધનવાડી ટેકરા પાસે, મણિનગર. 9924852303, 9227977778 <box>1068 399 1229 484</box>
classified-ad: વેચવાનો છે ટેનામેન્ટ, રોડ ટચ, કર્મચારી નગર, સૌથી નજીક પાસે, ભુયંગદેવ, બ્રોકર- 9898955118 <box>225 726 385 794</box>
classified-ad: અરજન્ટ વેચવા નો છે ફ્લેટ, 2 B H K, સેમી ફર્નિશ્ડ, હાટકેશ્વર- સી. ટી. એમ. રોડ. 8490970346 <box>1237 1725 1398 1793</box>
classified-ad: વેચવાનું છે ટેનામેન્ટ, સારી કંડીશનમાં, વિદેશ જવાનું હોવાથી, ભુયંગદેવ. 9879153915 <box>225 878 385 930</box>
category-heading: ભાડે આપવાનું છે <box>910 902 1050 923</box>
classified-ad: ભાડે આપવાનો છે બંગલામાં પહેલો માળ, 2 બેડરૂમ, સેમી ફર્નિશ્ડ, ભુયંગદેવ સોસાયટી, દલાલ માફ. 9429187075 <box>225 929 385 997</box>
classified-ad: ભાડે આપવાની છે દુકાન 105 સ્ક્વેર ફૂટ, પ્રાઈમ લોકેશન, ગ્રાઉન્ડ ફ્લોર, ઉદ્ઘોષ મોટેલ પાસે, મણિનગર 9429912715 <box>1068 1822 1229 1889</box>
category-heading: વેચવાનું છે <box>741 1229 881 1250</box>
classified-column-8 <box>1230 247 1398 2145</box>
classified-ad: વેચવાનો છે બંગલો, 4 B H K, સાયન્સ સીટી, M. 9925285116 <box>562 417 723 469</box>
section-title: ટચૂકડી <box>773 79 845 107</box>
classified-ad: ભાડે આપવાનો છે બંગલો 4 બેડરૂમ હોલ કિચન દરેક પેયલિંગ વપરાશ માટે મણિનગર નારપાઈવાળી: 9377413241 <box>1237 673 1398 741</box>
locality-heading: વાડજ <box>731 334 892 356</box>
classified-ad: વેચાણ આપવાનો છે. ફ્લેટ 3 B H K વંદેમાતરમ સર્કલ નજીક, ગોતા. કલ્પેશ પટેલ. 9549480808 આદિત્ય પ્રોપર્ટી <box>900 332 1060 399</box>
locality-heading: ભૂયંગદેવ-સોલા <box>225 549 385 571</box>
classified-ad: ભાડે/ વેચાણ આપવાની છે દુકાન ગ્રાઉન્ડ ફ્લોર, ડુપ્લેક્ષ કોમ્પ્લેક્ષ, અજુર્ણ રેસ્ટોરન્ટ સામે, વટવા. 9426321818 <box>1406 779 1567 847</box>
classified-ad: વેચવાનો છે બંગલો, 4 B H K, સુપરસીટી ડ્રિમ, સાયન્સ સીટી- 9825017443 <box>562 469 723 520</box>
classified-ad: વેચવાનું છે ટેનામેન્ટ 132 વાર 200 વાર, બાંધકામ રામબાગ મણિનગર અક્ષર પ્રોપર્ટી 9662116555 <box>900 1838 1060 1906</box>
category-heading: ભાડે જોઈએ છે <box>1416 1706 1556 1727</box>
category-heading: જોઈએ છે <box>60 1701 199 1722</box>
classified-ad: વેચવાનો છે ફ્લેટ, 4 બેડરૂમ હોલ કિચન, સાયન્સ સીટી 9998447271 <box>394 122 554 174</box>
classified-ad: વેચવાનો છે ફ્લેટ 3 B H K 260 વારનો ફુલ્લી ફર્નિશ્ડ પુષ્કર સ્કાય વસ્ત્રાલ મેટ્રો સ્ટેશનની બાજુમાં 9427627467 <box>1406 307 1567 375</box>
registration-bars-right <box>1331 2165 1569 2182</box>
classified-ad: વેચવાનો છે બંગલો 400 વાર. નિગમ સોસાયટી. ઘોડાસર. 7574084667, 9427089040 <box>1068 838 1229 889</box>
classified-ad: વેચવાનો છે ફ્લેટ, દુકાન, નંબર- 05, રિદ્ધીત રેસીડેન્સી, પુજા ફાર્મની સામે, 100 ફૂટ રિંગ રોડ ટચ ગ્રાઉન્ડ ફ્લોર નારોલ, મોબાઈલ- 9825506396 <box>1406 610 1567 694</box>
classified-ad: ભાડે આપવાનું છે દુકાન 735 ફીટ, કિરણ પાર્ક, વિજયનગર ક્રોસિંગ પાસે, નવા વાડજ. (બ્રોકર) 9265732245 <box>731 1084 892 1152</box>
classified-ad: For Sale Flat 4 B H K Luxurious Furnished 425 Yard Main Road, Science City, Broker 9998880498, 8460495939 <box>562 519 723 604</box>
classified-ad: વેચવાનો છે બંગલો 184 વાર પ્લોટમાં, 330 વાર બાંધકામ, સાયન્સ સિટી. 9104004679 <box>394 1710 554 1762</box>
classified-ad: વેચવાનો છે ફ્લેટ, 4 બેડરૂમ, 575 વાર, Science Park, સાયન્સ સીટી. 6351659263 <box>562 366 723 418</box>
classified-ad: વેચવાનો છે Flat Luxurious 4 Bedroom 425 વાર Main Road Science City Arham Property 9924689000 <box>394 1372 554 1440</box>
classified-ad: વેચવાનો છે લક્ઝુરિયસ ફ્લેટ 3- B H K, કલ્પતરુ બ્રાઉન, કાંકરિયા, મણિનગર. 6353504785 <box>1068 923 1229 991</box>
category-heading: વેચવાનું છે <box>1416 1494 1556 1515</box>
classified-ad: વેચવા આપવાનો છે, ફ્લેટ 3 B H K 1710 Sq ft, ICB આઇલેન્ડ ગોતા 7093788541 <box>731 1916 892 1967</box>
classified-ad: ભાડે/ વેચાણ આપવાનો છે ફ્લેટ 4 બેડ furnished ગોતા, 9898403611 <box>900 1009 1060 1060</box>
classified-ad: વેચવાની છે દુકાન 550 Sq ft. ઘાટલોડીયા. 7383561913 <box>562 1577 723 1612</box>
classified-ad: વેચવાનું છે ટેનામેન્ટ બે માળનું, સેવન્થે સ્કૂલ પાછળ, મણિનગર (પૂર્વ) 9712919733 <box>1068 991 1229 1042</box>
classified-ad: ભાડે આપવાનો છે Flat 4 Bedroom ફૂલ્લી ફર્નિશ્ડ Science City Arham Property 9825157840 <box>562 1155 723 1223</box>
category-heading: વેચવાનું છે <box>1416 586 1556 607</box>
classified-ad: ભાડે આપવાનો છે રૂમ 700 વાર વટવા જીઆઇડીસી 8490815318 <box>1406 1195 1567 1247</box>
classified-ad: ભાડે આપવાનો છે ફ્લેટ 50 વાર મેઈન રોડ ટચ વાડજ લાભ એસ્ટેટ 6356552811 <box>731 965 892 1017</box>
classified-ad: વેચવાનો છે ફ્લેટ 1 B H K ગોવિંદ વાડી ઈસનપુર 9601773625 <box>1237 1437 1398 1472</box>
classified-ad: વેચવાનો છે ફ્લેટ 4 બેડ નારણપુરા, બ્રોકર- 9876173008 <box>49 342 210 393</box>
classified-ad: ભાડે/ વેચાણ આપવાની છે દુકાન, ફર્સ્ટ ફ્લોર. ઉપર. સંપર્ક- એ/ 113, એમ્પાયર બિઝનેસ હબ, સાયન્સ સિટી રોડ. ધ્વનિ પટેલ- 8200363173 <box>562 1223 723 1307</box>
classified-ad: વેચવાનો છે ફ્લેટ, 3 B H K, મીરામ્બિકા દેરાસર પાસે, નારણપુરા- 9998791331 <box>49 883 210 934</box>
print-registration-bar <box>49 2161 1569 2186</box>
classified-ad: ભાડે આપવાની છે દુકાન 450 ફૂટ ગ્રાઉન્ડ ફ્લોર મણિનગર નારપાઈવાળી 9377413241 <box>1237 741 1398 792</box>
classified-ad: વેચવાનો છે ફ્લેટ, 3 B H K, લક્ઝુરિયસ, 1 કાર પાર્કિંગ સાથે, મહિયાશા સોસાયટી નજીક, મણીનગર. 7778044455, 9313500800 <box>1068 1280 1229 1364</box>
classified-ad: વેચવાનો છે 2 B H K ફ્લેટ, પ્રાઈમ લોકેશન, LG, મણિનગર. 9979336293, 9824841877 <box>1068 1618 1229 1669</box>
classified-ad: વેચવાનો છે ફ્લેટ, બે- બેડરૂમનો, પ્રાણકુંજ સોસાયટીમાં, કાંકરિયા, મણિનગર. 8849105698 <box>1068 1042 1229 1094</box>
classified-ad: વેચવાનો છે ફ્લેટ 2 B H K, પહેલો માળ ભાવસાર હોસ્ટેલ મેઈન રોડ ટચ ફૂલ્લી હવા ઉજાસ નવા વાડજ 9824328916, 9825009110 <box>731 465 892 549</box>
classified-ad: વેચવાનો છે બંગલો મણીનગર Prime Location 423 વાર પ્લોટ 6 B H K પૂર્વ એન્ટ્રી ચાર સાઈડ ખુલ્લો ચાર ગાડી પાર્કિંગ મેઈન રોડટચ સોસાયટી વાસ્તુશાસ્ત્ર મુજબ બનાવેલો. Sri Jalaram's 9825323459 <box>1068 483 1229 600</box>
classified-ad: વેચવાનો છે ફ્લેટ 2 બેડરૂમ ફર્નિશ્ડ ગોતા 8401118195, 9974608104 <box>731 1797 892 1848</box>
classified-ad: વેચવાનો છે ફ્લેટ 428 વાર 4 B H K, Vertis One સોલા. R B Realtors 9909979097 <box>225 1183 385 1235</box>
classified-ad: ભાડે જોઈએ છે દુકાન 2000થી 4000 સ્ક્વેર ફુટ કાર્પેટ એરિયા, ગ્રાઉન્ડ ફ્લોર કમ્પલસરી, અસિબેસ -1, ફ્રર્ટ આશ્રમરોડ અસાવરા/ શાહીબાગમાં Mob:- 9825194400 <box>1406 1729 1567 1830</box>
locality-heading: ઘાટલોડીયા <box>562 1462 723 1484</box>
classified-ad: વેચવાનો છે Flat Luxurious 3 Bedroom 225 વાર Fully Furnished Near Shukan Mall Science City Arham Property 9825157686 <box>394 1288 554 1373</box>
classified-ad: તાત્કાલિક વેચવાનો છે ફ્લેટ 3 બેડરૂમની, 3 માસ્ટર બેડરૂમવાળો. વિશાળ, ફુલી હવા ઉજાસવાળો, નારણપુરા સ્પોર્ટ્સ કોમ્પ્લેક્સ પાસે, નારણપુરા. 7041052766, 7041053260 <box>49 545 210 645</box>
classified-ad: વેચવાનો છે ફ્લેટ 3 B H K 425 વાર Serenity Lavish Science city 9913700124 <box>562 655 723 706</box>
locality-heading: નારણપુરા <box>49 125 210 147</box>
classified-ad: વેચવાનો છે બંગલો- 195 વાર પ્લોટમાં, શાયોના સીટી, ઘાટલોડિયા. (બ્રોકર માફ) 9978772413 <box>562 1663 723 1731</box>
registration-dot <box>756 2165 772 2182</box>
classified-ad: ભાડે આપવાનો છે રૂમ સિંગલ વ્યક્તિને નવા વાડજ લાભ એસ્ટેટ 6356552811 <box>731 915 892 966</box>
classified-column-3 <box>387 122 554 2145</box>
classified-ad: વેચવાનો છે ફ્લેટ 2 B H K ગોતા 7990607839 <box>900 585 1060 620</box>
classified-ad: ભાડે આપવાનો છે ફ્લેટ 3 B H K, ફુલી ફર્નિશ્ડ સાયન્સ સિટી. Pramukh Estate, 7041470665 <box>562 731 723 799</box>
classified-ad: વેચવાનો છે ફ્લેટ 1.5 B H K 70 વાર. જવાહરી પાર્ક, રામબાગ, મણીનગર. 9825151207 <box>900 1448 1060 1499</box>
classified-ad: વેચવાનો છે ફ્લેટ 3 બેડરૂમ સેવન્થ ત્રિશુલમાં ગોતા. મો. 9998432157/ 9998432158 <box>731 1644 892 1695</box>
classified-ad: વેચવાનો છે ફ્લેટ 2 B H K, 120 વાર, સુરભ્યા ફ્લેટ, ઘોડાસર. મો. 9925442897 <box>1068 600 1229 652</box>
classified-ad: તાત્કાલિક ભાડે આપવાનો છે ફ્લેટ- બેચલર્સ લાયક, અંકુર- નારણપુરા. 9426401028 <box>225 495 385 547</box>
classifieds-columns <box>49 122 1569 2145</box>
classified-ad: વેચવાનું છે મકાન બે રૂમ રસોડુ, બે માળનું ઘોડાસર. 7016544755 <box>1068 889 1229 923</box>
classified-ad: ભાડે આપવાની છે દુકાન 300 સ્ક્વેર ફૂટ મણિનગર 9377439541 <box>1068 1889 1229 1941</box>
classified-ad: ભાડે આપવાનો છે ફ્લેટ 3 બેડ ફર્નિશ્ડ નારણપુરા Borker 7990196994 <box>225 393 385 444</box>
classified-ad: વેચવાનો છે બંગલો 310 વારનો નારણપુરા Broker 9327041600, 9974931507, 9664730213 <box>49 1223 210 1290</box>
classified-ad: ભાડે આપવાનો છે શેડ, 455 વાર, પાણી પાવર સાથે, (શાહવાડી) નારોલ. 9924238616 <box>1406 1417 1567 1468</box>
classifieds-gujarati: ક્લાસિફાઇડ <box>591 156 719 187</box>
locality-heading: શાહીબાગ <box>1406 1470 1567 1492</box>
classified-ad: વેચવાનો છે ફ્લેટ, 4 B H K, 3545 sq. ft. Science Park, સાયન્સસિટી. Coldwell Banker 9824026653 <box>394 1491 554 1559</box>
classified-ad: ભાડે આપવાનો છે ફ્લેટ 3 B H K કાંકરિયા મણિનગર બ્રોકર્સ 9978080850 <box>1237 519 1398 571</box>
classified-ad: તાત્કાલિક વેચાણ જોઈએ છે. ફ્લેટ, 500 વાર, રામબાગ, મણિનગર. 9909306990 <box>1068 1745 1229 1797</box>
classified-ad: વેચવાનો છે ફ્લેટ 3 B H K A/ 304, વૃંદાવન રેસીડેન્સી કર્ણાવતી મંગળ મોલની બાજુમાં વસ્ત્રાલ 9327125713 <box>1406 492 1567 560</box>
classified-ad: For Sale Bungalow 4 B H K Furnished Science City. 9879229020 The Real Estate Connect <box>394 833 554 901</box>
category-heading: ભાડે આપવાનું છે <box>1416 1172 1556 1193</box>
category-heading: ભાડે આપવાનું છે <box>573 1868 712 1889</box>
category-heading: જોઈએ છે <box>910 792 1050 813</box>
classified-ad: વેચવાનો છે ફ્લેટ 2 B H K 125 વાર ઘરે વાંધાંક વંદે માતરમ ગોતા 9725182697 <box>731 1507 892 1558</box>
classified-ad: વેચવાનો છે સ્વતંત્ર પ્લોટ, 2500 વાર, બેલીલોન ક્લબ રોડ, SP રિંગ રોડ, સાયન્સ સીટી- 9265885410 <box>394 242 554 309</box>
classified-ad: વેચવાનો છે ટેનામેન્ટ ભગવાનનગર સોસાયટી દક્ષિણવાડી ઈસનપુર 8238122663 /9374423266 <box>1237 1385 1398 1437</box>
classified-ad: વેચવાનો છે પેન્ટહાઉસ, 3 બેડ, ફર્નિશ્ડ પ્લેન ટાવર, શાહીબાગ. 9427021690 <box>1406 1652 1567 1704</box>
classified-ad: તાત્કાલિક ભાડે આપવાનો છે ફ્લેટ દર્શન નારણપુરા દલાલ સોરી 9879406441 <box>49 1818 210 1869</box>
classified-ad: વેચવાનો છે લક્ઝુરિયસ ફ્લેટ, 333 વાર, 4 બેડરૂમ, 2 પાર્કિંગ, સુપર સ્ટ્રક્ચર, સાયન્સ સિટી. 9925258449 <box>394 1643 554 1710</box>
